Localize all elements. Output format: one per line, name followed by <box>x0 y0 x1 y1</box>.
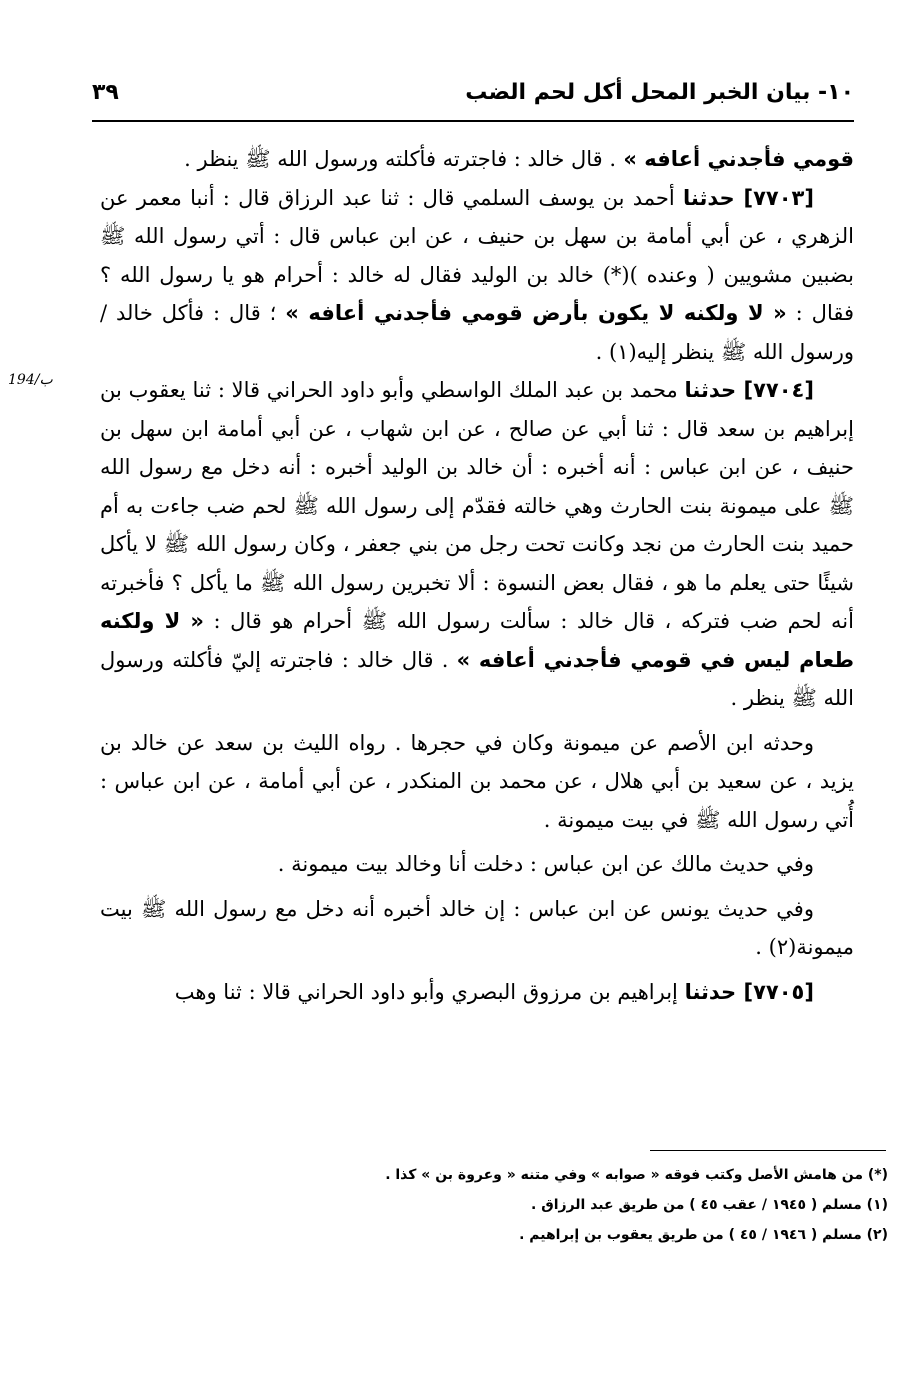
hadith-text: . قال خالد : فاجترته إليّ فأكلته ورسول الله ﷺ ينظر . <box>100 647 854 710</box>
footnote-star: (*) من هامش الأصل وكتب فوقه « صوابه » وفي متنه « وعروة بن » كذا . <box>385 1167 888 1183</box>
footnote-1: (١) مسلم ( ١٩٤٥ / عقب ٤٥ ) من طريق عبد الرزاق . <box>531 1197 888 1213</box>
hadith-opening: حدثنا <box>684 979 737 1004</box>
hadith-opening: حدثنا <box>684 378 737 402</box>
hadith-number: [٧٧٠٥] <box>736 979 814 1004</box>
footnote-2: (٢) مسلم ( ١٩٤٦ / ٤٥ ) من طريق يعقوب بن إبراهيم . <box>519 1227 888 1243</box>
footnotes <box>100 1160 888 1250</box>
hadith-7704 <box>100 371 854 718</box>
continuation-paragraph <box>100 140 854 179</box>
hadith-number: [٧٧٠٤] <box>736 378 814 402</box>
page-number: ٣٩ <box>92 79 119 105</box>
hadith-text: إبراهيم بن مرزوق البصري وأبو داود الحراني قالا : ثنا وهب <box>174 979 685 1004</box>
narration-ibn-asam: وحدثه ابن الأصم عن ميمونة وكان في حجرها . رواه الليث بن سعد عن خالد بن يزيد ، عن سعيد بن أبي هلال ، عن محمد بن المنكدر ، عن أبي أمامة ، عن ابن عباس : أُتي رسول الله ﷺ في بيت ميمونة . <box>100 730 854 832</box>
bold-quote: قومي فأجدني أعافه » <box>616 147 854 171</box>
header-divider <box>92 120 854 122</box>
manuscript-folio-note: 194/ب <box>8 372 53 388</box>
hadith-text: ؛ قال : فأكل خالد / ورسول الله ﷺ ينظر إليه(١) . <box>100 301 854 364</box>
footnote-divider <box>650 1150 886 1151</box>
hadith-text: أحمد بن يوسف السلمي قال : ثنا عبد الرزاق قال : أنبا معمر عن الزهري ، عن أبي أمامة بن سهل بن حنيف ، عن ابن عباس قال : أتي رسول الله ﷺ بضبين مشويين ( وعنده )(*) خالد بن الوليد فقال له خالد : أحرام هو يا رسول الله ؟ فقال : <box>100 185 855 325</box>
hadith-7703 <box>100 179 854 372</box>
bold-quote: « لا ولكنه لا يكون بأرض قومي فأجدني أعافه » <box>285 301 787 325</box>
running-title: ١٠- بيان الخبر المحل أكل لحم الضب <box>465 79 854 105</box>
main-text <box>100 140 854 1011</box>
paragraph-text: . قال خالد : فاجترته فأكلته ورسول الله ﷺ ينظر . <box>184 147 617 171</box>
hadith-text: محمد بن عبد الملك الواسطي وأبو داود الحراني قالا : ثنا يعقوب بن إبراهيم بن سعد قال : ثنا أبي عن صالح ، عن ابن شهاب ، عن أبي أمامة ابن سهل بن حنيف ، عن ابن عباس : أنه أخبره : أن خالد بن الوليد أخبره : أنه دخل مع رسول الله ﷺ على ميمونة بنت الحارث وهي خالته فقدّم إلى رسول الله ﷺ لحم ضب جاءت به أم حميد بنت الحارث من نجد وكانت تحت رجل من بني جعفر ، وكان رسول الله ﷺ لا يأكل شيئًا حتى يعلم ما هو ، فقال بعض النسوة : ألا تخبرين رسول الله ﷺ ما يأكل ؟ فأخبرته أنه لحم ضب فتركه ، قال خالد : سألت رسول الله ﷺ أحرام هو قال : <box>100 378 854 633</box>
page-header <box>92 70 854 114</box>
hadith-number: [٧٧٠٣] <box>734 185 814 210</box>
hadith-7705 <box>100 973 854 1012</box>
hadith-opening: حدثنا <box>683 185 735 210</box>
narration-malik: وفي حديث مالك عن ابن عباس : دخلت أنا وخالد بيت ميمونة . <box>277 852 814 876</box>
bold-quote: « لا ولكنه طعام ليس في قومي فأجدني أعافه » <box>100 609 854 672</box>
narration-yunus: وفي حديث يونس عن ابن عباس : إن خالد أخبره أنه دخل مع رسول الله ﷺ بيت ميمونة(٢) . <box>100 896 854 959</box>
